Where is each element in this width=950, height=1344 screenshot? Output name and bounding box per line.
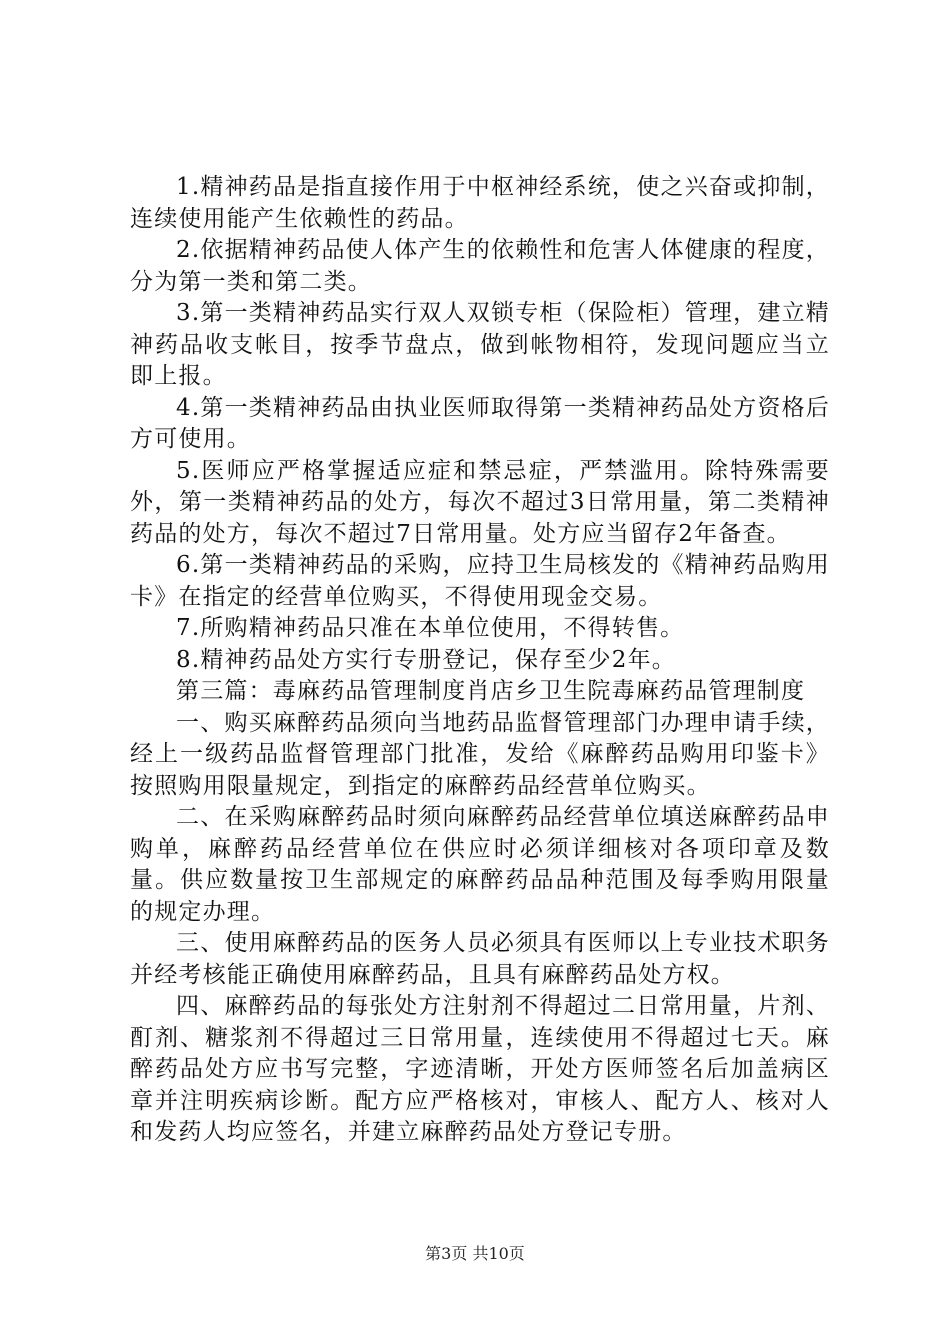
paragraph-12: 四、麻醉药品的每张处方注射剂不得超过二日常用量，片剂、酊剂、糖浆剂不得超过三日常用量，连续使用不得超过七天。麻醉药品处方应书写完整，字迹清晰，开处方医师签名后加盖病区章并注明疾病诊断。配方应严格核对，审核人、配方人、核对人和发药人均应签名，并建立麻醉药品处方登记专册。 (130, 993, 830, 1145)
document-body (130, 172, 830, 1149)
paragraph-4: 4.第一类精神药品由执业医师取得第一类精神药品处方资格后方可使用。 (130, 394, 830, 452)
paragraph-6: 6.第一类精神药品的采购，应持卫生局核发的《精神药品购用卡》在指定的经营单位购买，不得使用现金交易。 (130, 552, 830, 610)
paragraph-8: 8.精神药品处方实行专册登记，保存至少2年。 (176, 646, 676, 673)
paragraph-1: 1.精神药品是指直接作用于中枢神经系统，使之兴奋或抑制，连续使用能产生依赖性的药品。 (130, 174, 830, 232)
paragraph-11: 三、使用麻醉药品的医务人员必须具有医师以上专业技术职务并经考核能正确使用麻醉药品，且具有麻醉药品处方权。 (130, 930, 830, 988)
paragraph-2: 2.依据精神药品使人体产生的依赖性和危害人体健康的程度，分为第一类和第二类。 (130, 237, 830, 295)
paragraph-10: 二、在采购麻醉药品时须向麻醉药品经营单位填送麻醉药品申购单，麻醉药品经营单位在供应时必须详细核对各项印章及数量。供应数量按卫生部规定的麻醉药品品种范围及每季购用限量的规定办理。 (130, 804, 830, 925)
paragraph-9: 一、购买麻醉药品须向当地药品监督管理部门办理申请手续，经上一级药品监督管理部门批准，发给《麻醉药品购用印鉴卡》按照购用限量规定，到指定的麻醉药品经营单位购买。 (130, 709, 830, 799)
paragraph-3: 3.第一类精神药品实行双人双锁专柜（保险柜）管理，建立精神药品收支帐目，按季节盘点，做到帐物相符，发现问题应当立即上报。 (130, 300, 830, 389)
page-number-footer: 第3页 共10页 (425, 1244, 525, 1263)
paragraph-5: 5.医师应严格掌握适应症和禁忌症，严禁滥用。除特殊需要外，第一类精神药品的处方，每次不超过3日常用量，第二类精神药品的处方，每次不超过7日常用量。处方应当留存2年备查。 (130, 457, 830, 547)
section-heading: 第三篇：毒麻药品管理制度肖店乡卫生院毒麻药品管理制度 (176, 678, 806, 704)
paragraph-7: 7.所购精神药品只准在本单位使用，不得转售。 (176, 615, 685, 641)
